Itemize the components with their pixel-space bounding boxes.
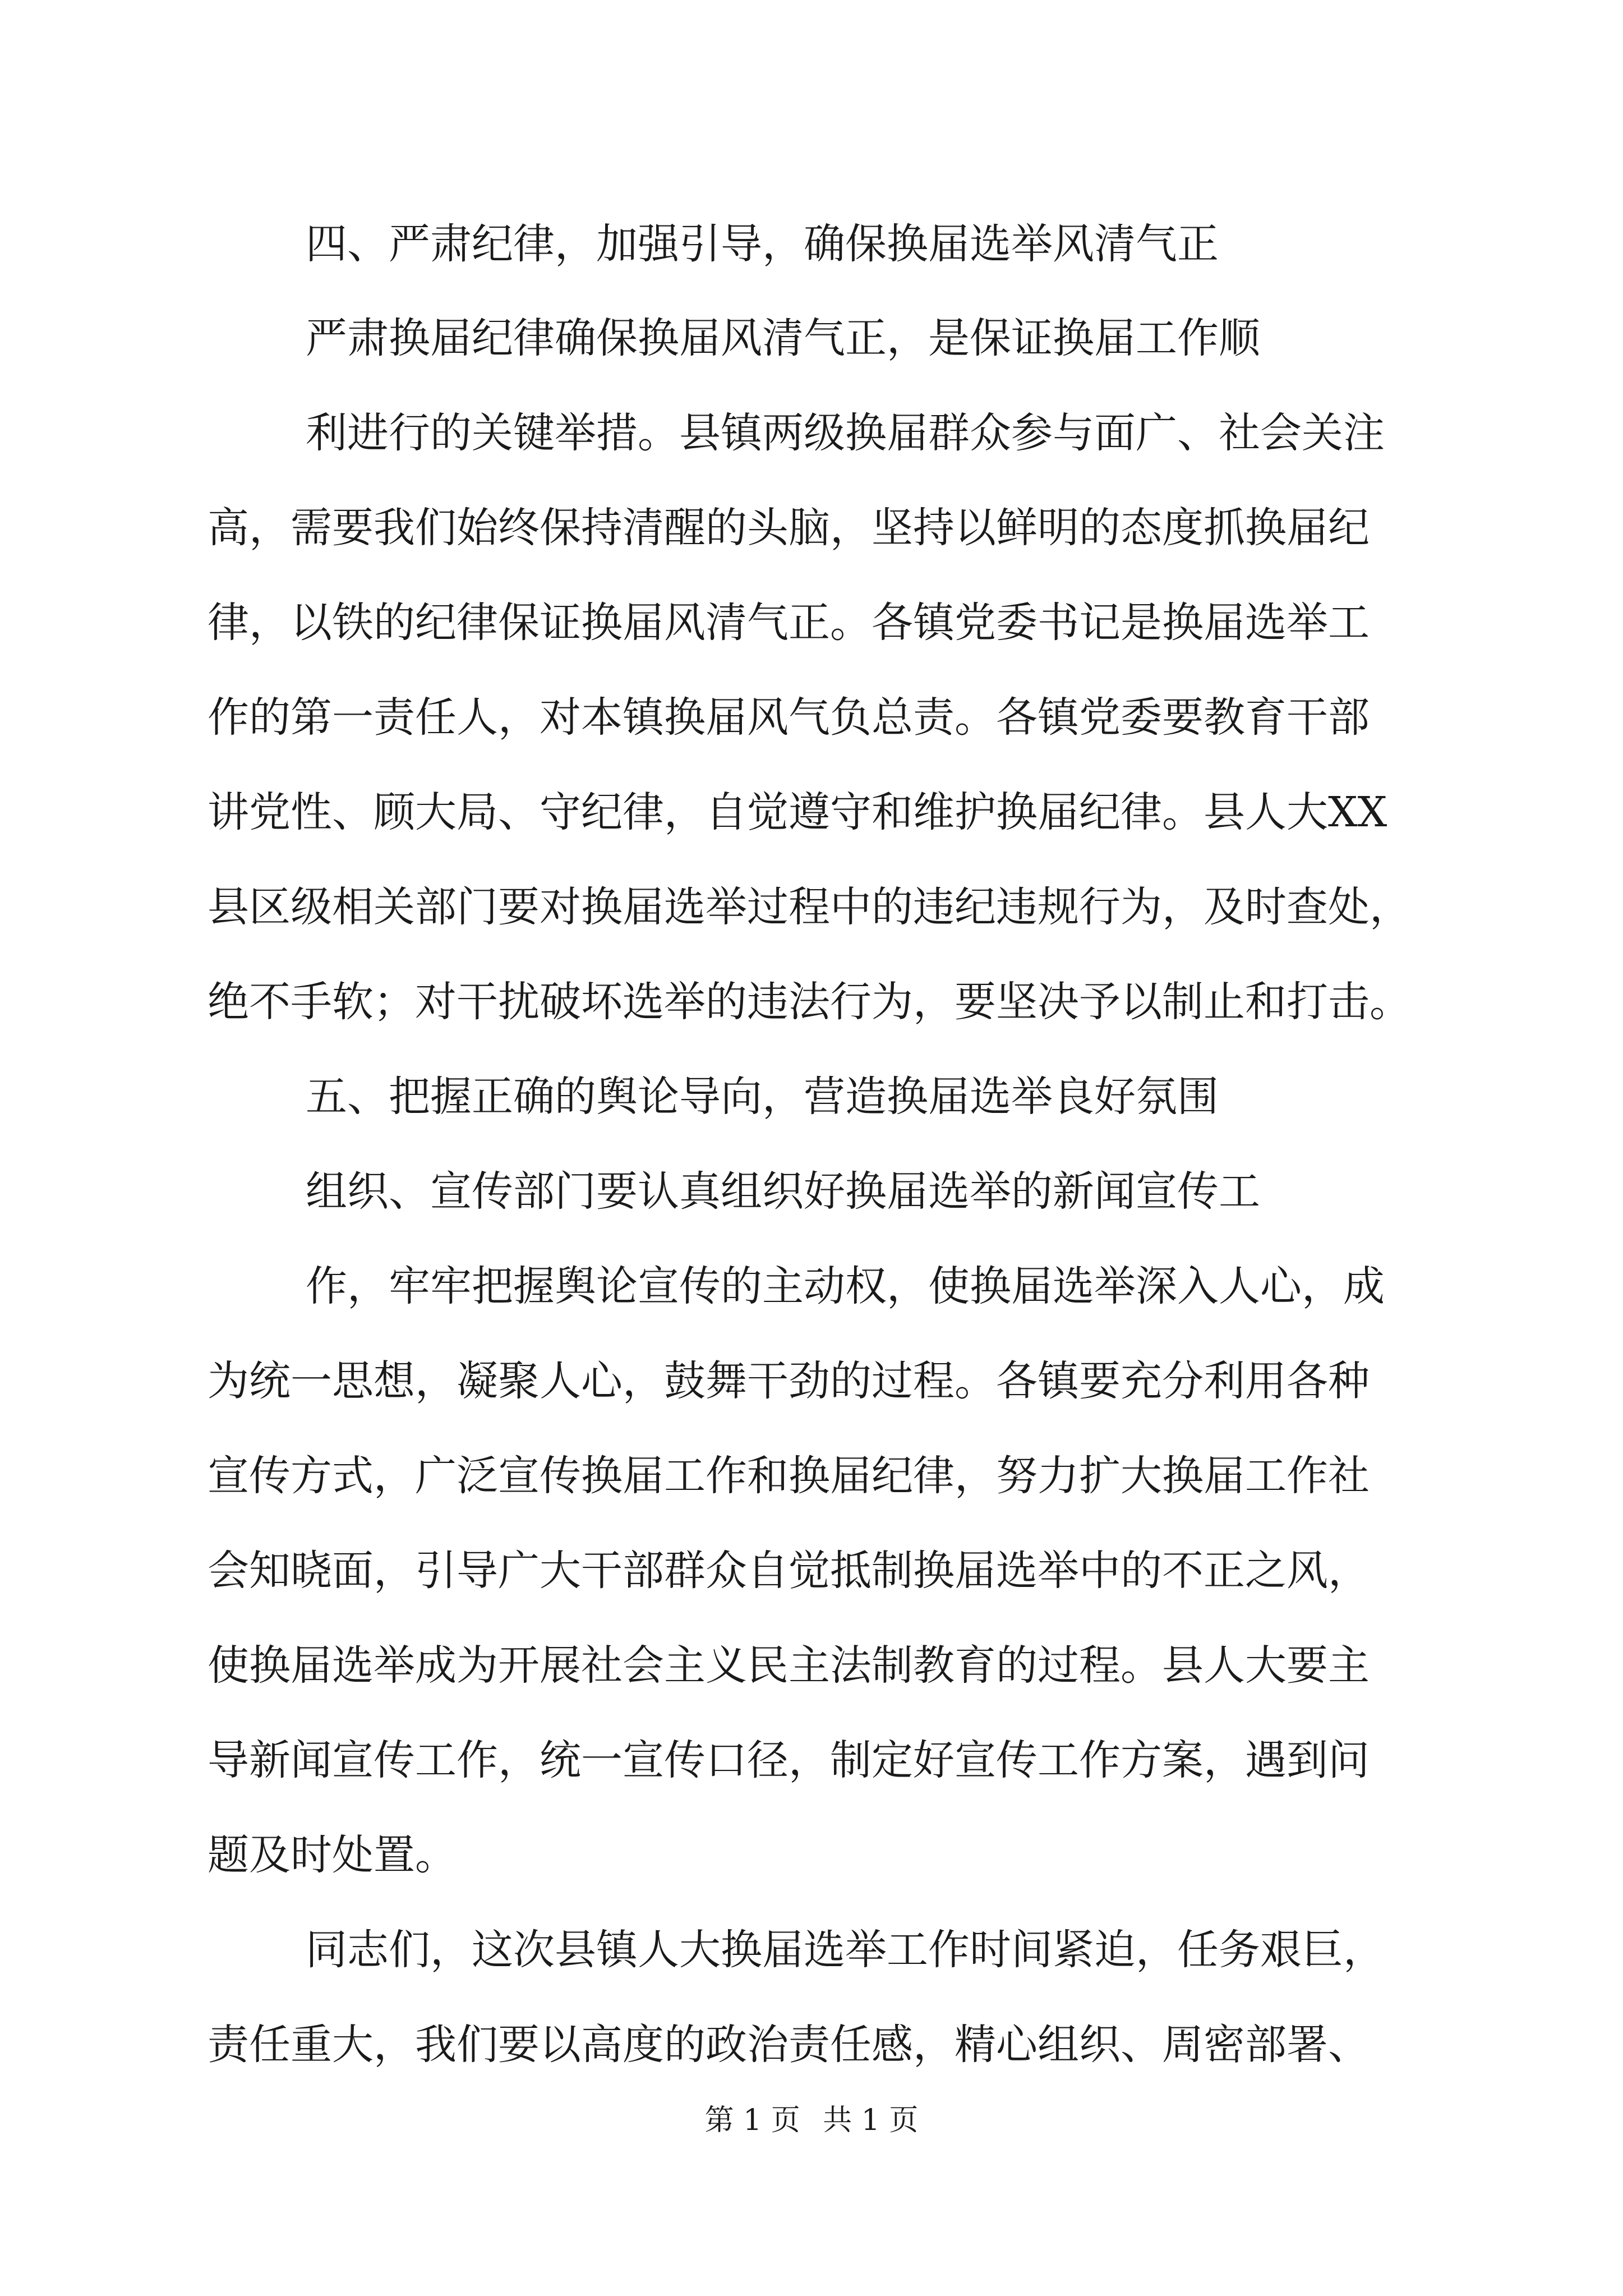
- paragraph-line: 作，牢牢把握舆论宣传的主动权，使换届选举深入人心，成: [306, 1262, 1385, 1310]
- paragraph-line: 组织、宣传部门要认真组织好换届选举的新闻宣传工: [306, 1167, 1260, 1216]
- section-heading-4: 四、严肃纪律，加强引导，确保换届选举风清气正: [306, 220, 1219, 268]
- page-number: 第 1 页: [704, 2104, 800, 2137]
- page-total: 共 1 页: [823, 2104, 919, 2137]
- paragraph-line: 县区级相关部门要对换届选举过程中的违纪违规行为，及时查处，: [208, 883, 1411, 931]
- paragraph-line: 责任重大，我们要以高度的政治责任感，精心组织、周密部署、: [208, 2021, 1370, 2069]
- paragraph-line: 为统一思想，凝聚人心，鼓舞干劲的过程。各镇要充分利用各种: [208, 1357, 1370, 1405]
- paragraph-line: 高，需要我们始终保持清醒的头脑，坚持以鲜明的态度抓换届纪: [208, 504, 1370, 552]
- paragraph-line: 严肃换届纪律确保换届风清气正，是保证换届工作顺: [306, 314, 1260, 362]
- paragraph-line: 题及时处置。: [208, 1831, 457, 1879]
- paragraph-line: 使换届选举成为开展社会主义民主法制教育的过程。县人大要主: [208, 1641, 1370, 1690]
- paragraph-line: 会知晓面，引导广大干部群众自觉抵制换届选举中的不正之风，: [208, 1547, 1370, 1595]
- paragraph-line: 作的第一责任人，对本镇换届风气负总责。各镇党委要教育干部: [208, 693, 1370, 742]
- paragraph-line: 导新闻宣传工作，统一宣传口径，制定好宣传工作方案，遇到问: [208, 1736, 1370, 1784]
- paragraph-line: 利进行的关键举措。县镇两级换届群众参与面广、社会关注: [306, 409, 1385, 457]
- paragraph-line: 绝不手软；对干扰破坏选举的违法行为，要坚决予以制止和打击。: [208, 978, 1411, 1026]
- paragraph-line: 律，以铁的纪律保证换届风清气正。各镇党委书记是换届选举工: [208, 599, 1370, 647]
- paragraph-line: 宣传方式，广泛宣传换届工作和换届纪律，努力扩大换届工作社: [208, 1452, 1370, 1500]
- paragraph-line: 讲党性、顾大局、守纪律，自觉遵守和维护换届纪律。县人大XX: [208, 788, 1387, 836]
- section-heading-5: 五、把握正确的舆论导向，营造换届选举良好氛围: [306, 1073, 1219, 1121]
- page-footer: [0, 2101, 1623, 2140]
- paragraph-line: 同志们，这次县镇人大换届选举工作时间紧迫，任务艰巨，: [306, 1926, 1385, 1974]
